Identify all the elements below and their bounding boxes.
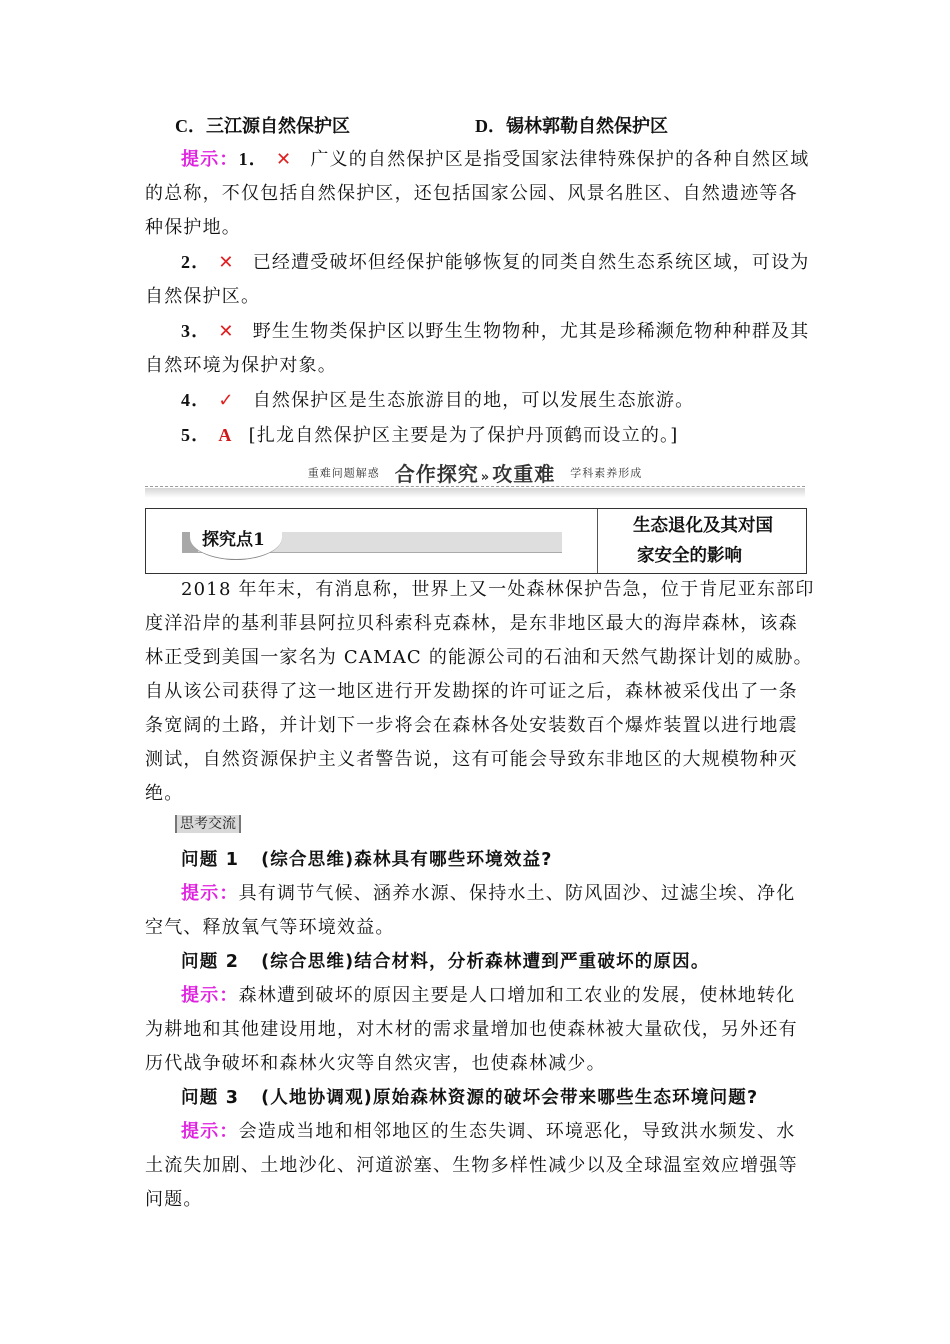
check-mark-icon: ✓	[218, 390, 235, 411]
passage-line: 绝。	[145, 783, 184, 804]
answer-number: 2．	[181, 252, 211, 272]
answer-text: 自然环境为保护对象。	[145, 355, 337, 376]
question-label: 问题 3	[181, 1088, 240, 1108]
banner-title	[395, 462, 555, 486]
answer-number: 4．	[181, 390, 211, 410]
banner-shadow	[145, 488, 805, 498]
answer-1	[145, 142, 810, 177]
explore-point-header	[145, 508, 807, 574]
hint-text: 问题。	[145, 1189, 203, 1210]
explore-point-label: 探究点1	[202, 530, 265, 550]
answer-4	[145, 383, 805, 418]
hint-text: 为耕地和其他建设用地，对木材的需求量增加也使森林被大量砍伐，另外还有	[145, 1019, 798, 1040]
answer-number: 5．	[181, 425, 211, 445]
answer-text: [扎龙自然保护区主要是为了保护丹顶鹤而设立的。]	[248, 425, 679, 446]
hint-text: 具有调节气候、涵养水源、保持水土、防风固沙、过滤尘埃、净化	[238, 883, 796, 904]
hint-text: 空气、释放氧气等环境效益。	[145, 917, 395, 938]
answer-text: 广义的自然保护区是指受国家法律特殊保护的各种自然区域	[310, 149, 810, 170]
passage-line: 度洋沿岸的基利菲县阿拉贝科索科克森林，是东非地区最大的海岸森林，该森	[145, 613, 798, 634]
question-label: 问题 1	[181, 850, 240, 870]
question-3	[145, 1081, 805, 1115]
option-c-text: 三江源自然保护区	[206, 116, 350, 137]
option-d-text: 锡林郭勒自然保护区	[506, 116, 668, 137]
answer-5	[145, 418, 805, 453]
hint-label: 提示：	[181, 985, 239, 1006]
answer-text: 野生生物类保护区以野生生物物种，尤其是珍稀濒危物种种群及其	[252, 321, 810, 342]
option-d-letter: D．	[475, 116, 506, 136]
answer-text: 种保护地。	[145, 217, 241, 238]
discussion-section	[145, 813, 805, 1217]
option-d	[475, 108, 668, 145]
passage	[145, 573, 815, 811]
option-c-letter: C．	[175, 116, 206, 136]
answer-choice: A	[218, 425, 233, 445]
banner-title-right: 攻重难	[492, 462, 556, 486]
passage-line: 测试，自然资源保护主义者警告说，这有可能会导致东非地区的大规模物种灭	[145, 749, 798, 770]
double-chevron-icon: »	[480, 470, 491, 485]
title-line-2: 家安全的影响	[637, 546, 742, 566]
answer-number: 1．	[238, 149, 269, 169]
question-2-hint	[145, 979, 805, 1013]
passage-line: 条宽阔的土路，并计划下一步将会在森林各处安装数百个爆炸装置以进行地震	[145, 715, 798, 736]
question-text: (综合思维)森林具有哪些环境效益?	[261, 850, 553, 870]
section-banner	[145, 456, 805, 500]
answer-section	[145, 108, 810, 453]
passage-line: 自从该公司获得了这一地区进行开发勘探的许可证之后，森林被采伐出了一条	[145, 681, 798, 702]
hint-text: 土流失加剧、土地沙化、河道淤塞、生物多样性减少以及全球温室效应增强等	[145, 1155, 798, 1176]
hint-label: 提示：	[181, 883, 239, 904]
hint-label: 提示：	[181, 149, 239, 170]
question-label: 问题 2	[181, 952, 240, 972]
question-text: (人地协调观)原始森林资源的破坏会带来哪些生态环境问题?	[261, 1088, 759, 1108]
question-3-hint	[145, 1115, 805, 1149]
hint-label: 提示：	[181, 1121, 239, 1142]
banner-title-left: 合作探究	[394, 462, 479, 486]
passage-line: 2018 年年末，有消息称，世界上又一处森林保护告急，位于肯尼亚东部印	[181, 579, 815, 600]
answer-number: 3．	[181, 321, 211, 341]
question-1	[145, 843, 805, 877]
passage-line: 林正受到美国一家名为 CAMAC 的能源公司的石油和天然气勘探计划的威胁。	[145, 647, 813, 668]
discussion-tag-row	[145, 813, 805, 839]
hint-text: 森林遭到破坏的原因主要是人口增加和工农业的发展，使林地转化	[238, 985, 796, 1006]
answer-2	[145, 245, 810, 280]
cross-mark-icon: ✕	[276, 149, 293, 170]
cross-mark-icon: ✕	[218, 321, 235, 342]
question-2	[145, 945, 805, 979]
answer-text: 的总称，不仅包括自然保护区，还包括国家公园、风景名胜区、自然遗迹等各	[145, 183, 798, 204]
discussion-tag: 思考交流	[175, 815, 241, 833]
option-c	[175, 108, 350, 145]
hint-text: 会造成当地和相邻地区的生态失调、环境恶化，导致洪水频发、水	[238, 1121, 796, 1142]
banner-left-caption: 重难问题解惑	[307, 466, 380, 480]
answer-text: 自然保护区。	[145, 286, 261, 307]
cross-mark-icon: ✕	[218, 252, 235, 273]
question-1-hint	[145, 877, 805, 911]
banner-divider	[145, 486, 805, 487]
banner-right-caption: 学科素养形成	[570, 466, 643, 480]
title-line-1: 生态退化及其对国	[633, 516, 773, 536]
options-row	[145, 108, 805, 144]
explore-point-title	[597, 509, 806, 571]
answer-3	[145, 314, 810, 349]
hint-text: 历代战争破坏和森林火灾等自然灾害，也使森林减少。	[145, 1053, 606, 1074]
question-text: (综合思维)结合材料，分析森林遭到严重破坏的原因。	[261, 952, 710, 972]
answer-text: 已经遭受破坏但经保护能够恢复的同类自然生态系统区域，可设为	[252, 252, 810, 273]
answer-text: 自然保护区是生态旅游目的地，可以发展生态旅游。	[252, 390, 695, 411]
